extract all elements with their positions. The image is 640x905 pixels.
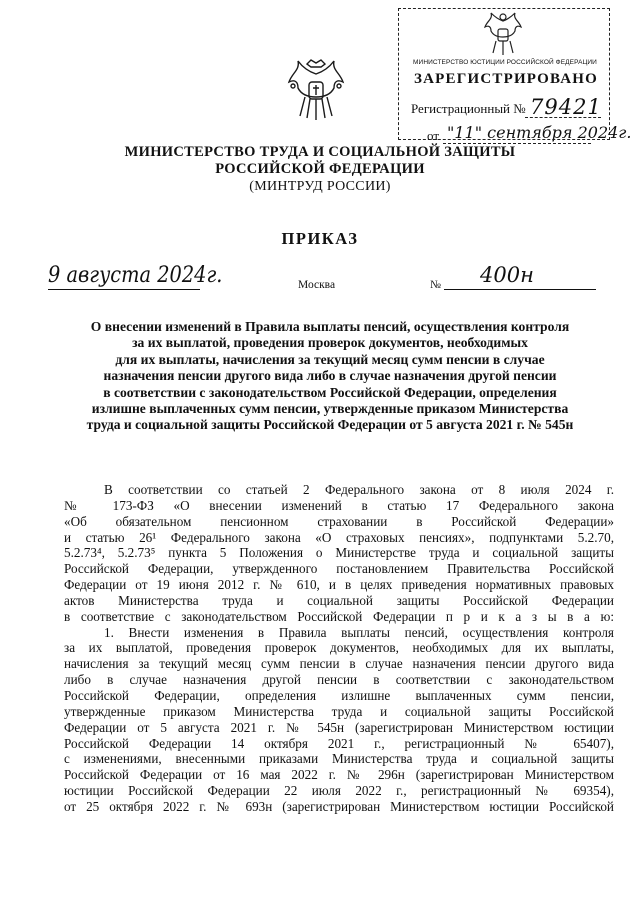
body-line: Российской Федерации, утвержденного постановлением Правительства Российской	[64, 561, 614, 577]
body-line: № 173-ФЗ «О внесении изменений в статью 17 Федерального закона	[64, 497, 614, 513]
body-line: В соответствии со статьей 2 Федерального закона от 8 июля 2024 г.	[104, 482, 614, 497]
body-line: 5.2.73⁴, 5.2.73⁵ пункта 5 Положения о Министерстве труда и социальной защиты	[64, 545, 614, 561]
body-line: 1. Внести изменения в Правила выплаты пенсий, осуществления контроля	[104, 624, 614, 640]
order-number-underline	[444, 289, 596, 290]
document-title: ПРИКАЗ	[281, 229, 359, 248]
subject-line: излишне выплаченных сумм пенсии, утвержденные приказом Министерства	[91, 401, 569, 417]
registration-stamp	[398, 8, 632, 143]
order-date-underline	[48, 289, 200, 290]
stamp-reg-underline	[525, 117, 601, 118]
body-line: юстиции Российской Федерации 22 июля 2022 г., регистрационный № 69354),	[64, 783, 614, 799]
body-line: в соответствие с законодательством Российской Федерации п р и к а з ы в а ю:	[64, 608, 614, 624]
order-city: Москва	[298, 279, 336, 291]
body-line: Российской Федерации 14 октября 2021 г., регистрационный № 65407),	[64, 735, 614, 751]
order-number-label: №	[430, 279, 441, 291]
body-line: с изменениями, внесенными приказами Министерства труда и социальной защиты	[64, 751, 614, 767]
body-line: либо в случае назначения другой пенсии в соответствии с законодательством	[64, 672, 614, 688]
stamp-reg-label: Регистрационный №	[411, 101, 526, 116]
body-line: Федерации от 19 июня 2012 г. № 610, и в целях приведения нормативных правовых	[64, 577, 614, 593]
body-line: от 25 октября 2022 г. № 693н (зарегистрирован Министерством юстиции Российской	[64, 798, 614, 814]
subject-line: за их выплатой, проведения проверок документов, необходимых	[132, 335, 528, 351]
stamp-from-date: "11" сентября 2024г.	[447, 123, 632, 142]
body-line: Российской Федерации, определения излишне выплаченных сумм пенсии,	[64, 687, 614, 703]
stamp-reg-number: 79421	[530, 95, 602, 119]
order-body	[64, 482, 614, 815]
subject-line: труда и социальной защиты Российской Федерации от 5 августа 2021 г. № 545н	[86, 417, 574, 433]
subject-line: в соответствии с законодательством Российской Федерации, определения	[103, 384, 557, 400]
ministry-short-name: (МИНТРУД РОССИИ)	[249, 179, 391, 194]
ministry-name-line2: РОССИЙСКОЙ ФЕДЕРАЦИИ	[215, 161, 425, 177]
order-subject	[50, 319, 610, 434]
ministry-header	[0, 144, 640, 195]
subject-line: назначения пенсии другого вида либо в случае назначения другой пенсии	[103, 368, 557, 384]
order-date: 9 августа 2024г.	[48, 263, 223, 288]
body-line: утвержденные приказом Министерства труда и социальной защиты Российской	[64, 703, 614, 719]
body-line: начисления за текущий месяц сумм пенсии в случае назначения пенсии другого вида	[64, 656, 614, 672]
order-number: 400н	[480, 263, 534, 287]
body-line: «Об обязательном пенсионном страховании в Российской Федерации»	[64, 513, 614, 529]
subject-line: для их выплаты, начисления за текущий месяц сумм пенсии в случае	[115, 351, 545, 367]
stamp-from-label: от	[427, 128, 440, 143]
body-line: актов Министерства труда и социальной защиты Российской Федерации	[64, 592, 614, 608]
body-line: Федерации от 5 августа 2021 г. № 545н (зарегистрирован Министерством юстиции	[64, 719, 614, 735]
body-line: Российской Федерации от 16 мая 2022 г. № 296н (зарегистрирован Министерством	[64, 767, 614, 783]
coat-of-arms-icon	[283, 58, 349, 124]
stamp-registered-label: ЗАРЕГИСТРИРОВАНО	[414, 71, 598, 87]
subject-line: О внесении изменений в Правила выплаты пенсий, осуществления контроля	[90, 319, 570, 334]
stamp-ministry-name: МИНИСТЕРСТВО ЮСТИЦИИ РОССИЙСКОЙ ФЕДЕРАЦИИ	[413, 59, 597, 66]
body-line: за их выплатой, проведения проверок документов, необходимых для их выплаты,	[64, 640, 614, 656]
body-line: и статью 26¹ Федерального закона «О страховых пенсиях», подпунктами 5.2.70,	[64, 529, 614, 545]
ministry-name-line1: МИНИСТЕРСТВО ТРУДА И СОЦИАЛЬНОЙ ЗАЩИТЫ	[124, 144, 516, 160]
double-headed-eagle-icon	[481, 11, 525, 57]
